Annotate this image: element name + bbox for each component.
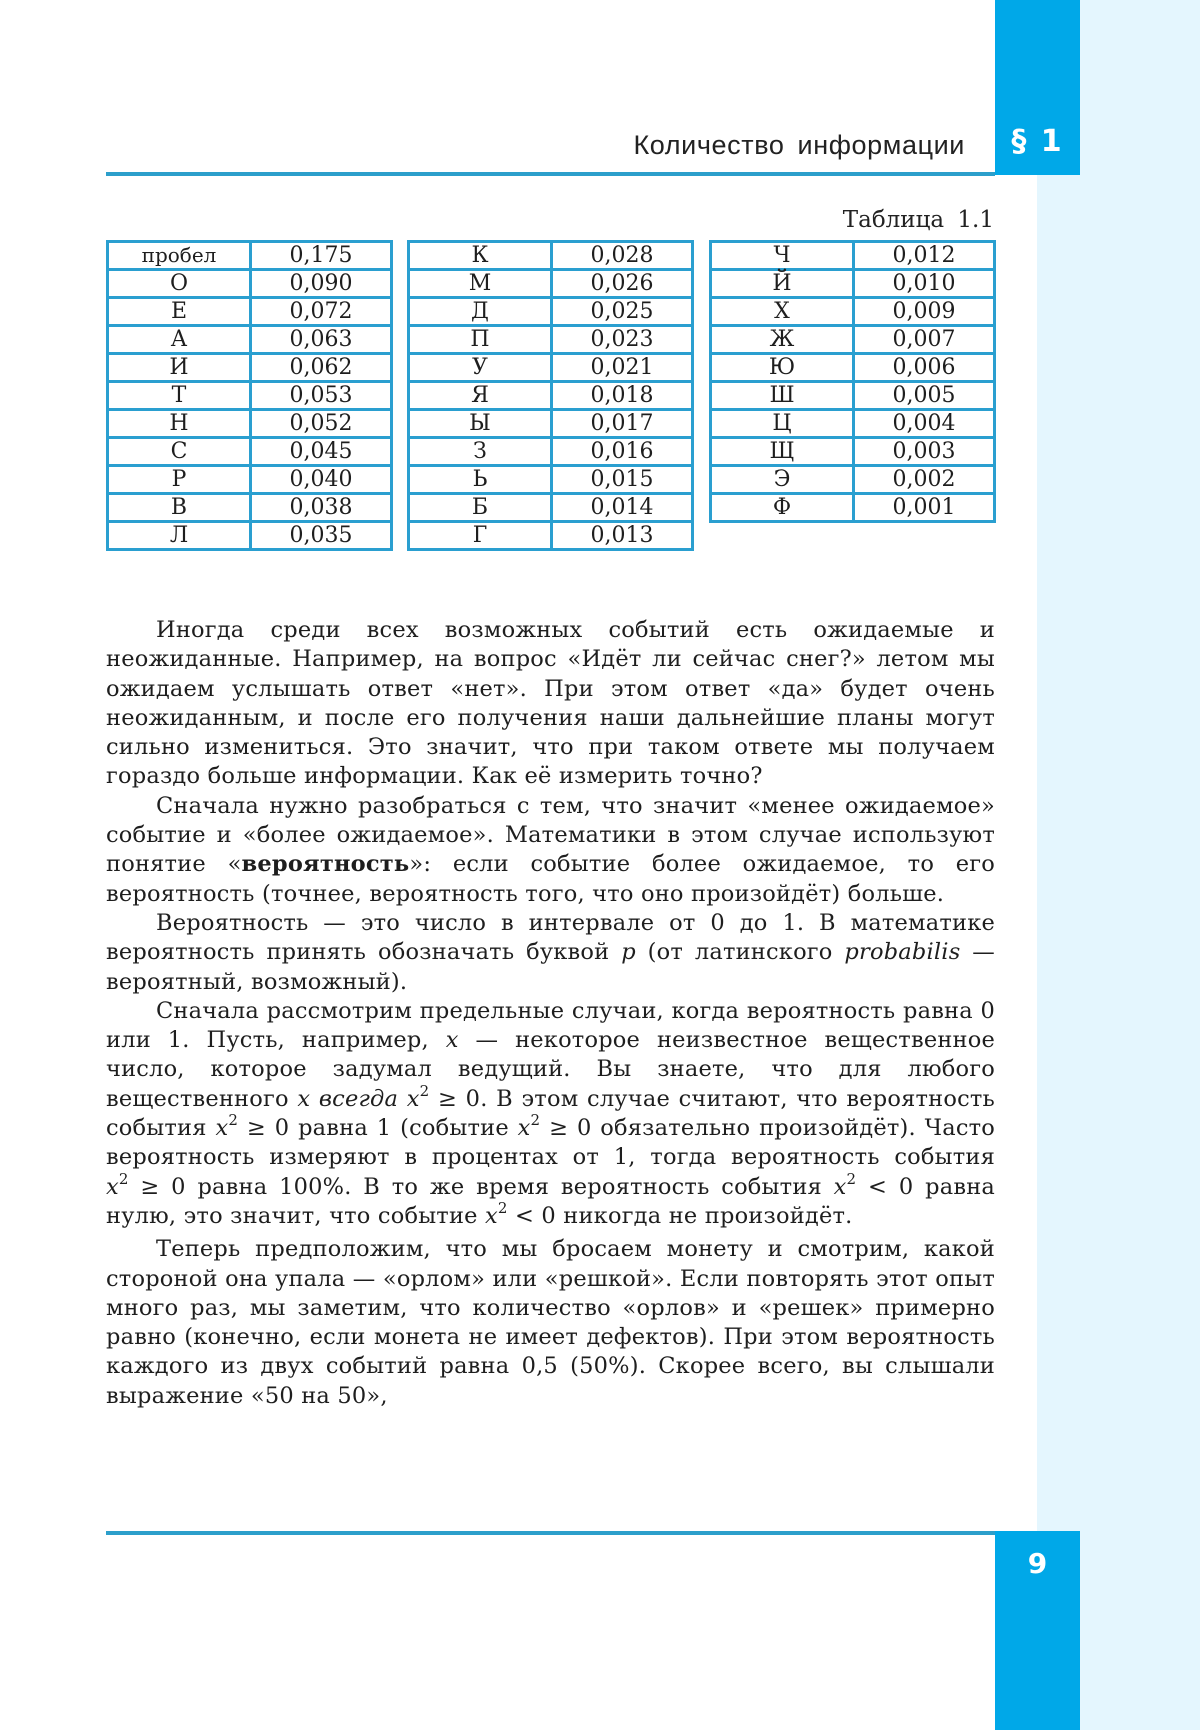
body-text [106,616,995,1411]
letter-cell: Ч [711,242,854,270]
letter-cell: Т [108,382,251,410]
letter-cell: А [108,326,251,354]
text-span: никогда не произойдёт. [555,1202,853,1229]
letter-cell: Г [409,522,552,550]
letter-cell: Э [711,466,854,494]
table-row [409,326,693,354]
math-x2-ge-0: $x^2 \ge 0$ [215,1111,290,1142]
math-x2-ge-0: $x^2 \ge 0$ [406,1081,481,1112]
math-x2-ge-0: $x^2 \ge 0$ [517,1111,592,1142]
frequency-cell: 0,014 [552,494,693,522]
letter-cell: И [108,354,251,382]
table-body [711,242,995,522]
frequency-cell: 0,015 [552,466,693,494]
table-row [711,298,995,326]
term-probability: вероятность [241,851,410,878]
frequency-cell: 0,028 [552,242,693,270]
letter-cell: Й [711,270,854,298]
frequency-cell: 0,009 [854,298,995,326]
text-span: — вероятный, возможный). [106,939,995,995]
paragraph-3 [106,909,995,997]
letter-cell: М [409,270,552,298]
frequency-cell: 0,038 [251,494,392,522]
frequency-cell: 0,062 [251,354,392,382]
table-row [409,354,693,382]
paragraph-5: Теперь предположим, что мы бросаем монету и смотрим, какой стороной она упала — «орлом» или «решкой». Если повторять этот опыт много раз, мы заметим, что количество «орлов» и «решек» примерно равно (конечно, если монета не имеет дефектов). При этом вероятность каждого из двух событий равна 0,5 (50%). Скорее всего, вы слышали выражение «50 на 50», [106,1236,995,1409]
frequency-cell: 0,003 [854,438,995,466]
table-row [711,354,995,382]
letter-cell: Д [409,298,552,326]
letter-cell: Ы [409,410,552,438]
table-row [108,494,392,522]
footer-rule [106,1531,995,1535]
page-number-tab [995,1531,1080,1730]
frequency-cell: 0,072 [251,298,392,326]
frequency-cell: 0,063 [251,326,392,354]
table-caption: Таблица 1.1 [842,207,994,233]
frequency-cell: 0,021 [552,354,693,382]
table-row [108,298,392,326]
text-span: Сначала нужно разобраться с тем, что значит «менее ожидаемое» событие и «более ожидаемое». Математики в этом случае используют понятие « [106,792,995,878]
latin-word: probabilis [844,939,961,966]
frequency-cell: 0,175 [251,242,392,270]
table-row [711,494,995,522]
table-row [108,466,392,494]
frequency-cell: 0,026 [552,270,693,298]
letter-cell: пробел [108,242,251,270]
frequency-cell: 0,035 [251,522,392,550]
table-row [711,466,995,494]
letter-cell: К [409,242,552,270]
letter-cell: П [409,326,552,354]
letter-cell: Х [711,298,854,326]
frequency-cell: 0,004 [854,410,995,438]
table-row [108,242,392,270]
table-row [108,410,392,438]
table-row [711,242,995,270]
letter-cell: Б [409,494,552,522]
letter-cell: Р [108,466,251,494]
math-x2-ge-0: $x^2 \ge 0$ [106,1169,186,1200]
frequency-cell: 0,010 [854,270,995,298]
letter-cell: В [108,494,251,522]
section-label: § 1 [1011,124,1064,159]
table-row [711,326,995,354]
text-span: »: если событие более ожидаемое, то его вероятность (точнее, вероятность того, что оно произойдёт) больше. [106,851,995,907]
text-span: . В этом случае считают, что вероятность события [106,1085,996,1142]
table-row [409,298,693,326]
variable-x: x [445,1027,459,1054]
frequency-cell: 0,013 [552,522,693,550]
frequency-cell: 0,053 [251,382,392,410]
table-row [409,438,693,466]
text-span: Сначала рассмотрим предельные случаи, когда вероятность равна 0 или 1. Пусть, например, [106,997,995,1054]
running-header-title: Количество информации [633,130,965,160]
table-row [409,410,693,438]
table-row [108,326,392,354]
table-body [409,242,693,550]
text-span: — некоторое неизвестное вещественное число, которое задумал ведущий. Вы знаете, что для любого вещественного [106,1027,995,1112]
table-row [108,270,392,298]
text-span: равна 100%. В то же время вероятность события [185,1173,834,1200]
frequency-cell: 0,006 [854,354,995,382]
frequency-cell: 0,005 [854,382,995,410]
frequency-cell: 0,016 [552,438,693,466]
italic-phrase: x всегда [297,1085,399,1112]
variable-p: p [621,939,636,966]
text-span: равна нулю, это значит, что событие [106,1173,995,1229]
paragraph-4 [106,997,995,1231]
table-row [711,410,995,438]
frequency-cell: 0,012 [854,242,995,270]
frequency-cell: 0,018 [552,382,693,410]
letter-cell: Н [108,410,251,438]
table-row [409,270,693,298]
table-row [711,270,995,298]
letter-cell: Л [108,522,251,550]
frequency-cell: 0,002 [854,466,995,494]
table-row [108,354,392,382]
letter-cell: З [409,438,552,466]
side-margin-panel [1037,0,1200,1730]
letter-cell: У [409,354,552,382]
table-row [711,382,995,410]
frequency-cell: 0,090 [251,270,392,298]
table-row [108,438,392,466]
text-span: (от латинского [635,939,845,966]
table-row [108,382,392,410]
table-row [409,242,693,270]
letter-cell: Е [108,298,251,326]
frequency-cell: 0,023 [552,326,693,354]
header-rule [106,172,995,176]
math-x2-lt-0: $x^2 < 0$ [833,1169,914,1200]
frequency-cell: 0,007 [854,326,995,354]
paragraph-2 [106,792,995,909]
table-row [711,438,995,466]
letter-cell: Ф [711,494,854,522]
letter-cell: Я [409,382,552,410]
math-x2-lt-0: $x^2 < 0$ [485,1198,556,1229]
frequency-cell: 0,017 [552,410,693,438]
frequency-cell: 0,045 [251,438,392,466]
frequency-cell: 0,040 [251,466,392,494]
frequency-cell: 0,001 [854,494,995,522]
frequency-table-1 [106,240,393,551]
frequency-cell: 0,025 [552,298,693,326]
letter-cell: Щ [711,438,854,466]
frequency-cell: 0,052 [251,410,392,438]
letter-cell: Ц [711,410,854,438]
table-row [409,382,693,410]
text-span: равна 1 (событие [289,1115,518,1142]
letter-cell: Ь [409,466,552,494]
frequency-table-3 [709,240,996,523]
page-number: 9 [1027,1547,1048,1580]
letter-cell: Ю [711,354,854,382]
table-row [409,466,693,494]
frequency-table-2 [407,240,694,551]
table-row [409,522,693,550]
letter-cell: С [108,438,251,466]
letter-cell: О [108,270,251,298]
text-span: Вероятность — это число в интервале от 0 до 1. В математике вероятность принять обозначать буквой [106,909,995,966]
text-span: обязательно произойдёт). Часто вероятность измеряют в процентах от 1, тогда вероятность события [106,1115,996,1171]
table-body [108,242,392,550]
table-row [108,522,392,550]
letter-cell: Ш [711,382,854,410]
letter-cell: Ж [711,326,854,354]
section-tab [995,0,1080,175]
paragraph-1: Иногда среди всех возможных событий есть ожидаемые и неожиданные. Например, на вопрос «Идёт ли сейчас снег?» летом мы ожидаем услышать ответ «нет». При этом ответ «да» будет очень неожиданным, и после его получения наши дальнейшие планы могут сильно измениться. Это значит, что при таком ответе мы получаем гораздо больше информации. Как её измерить точно? [106,617,995,790]
table-row [409,494,693,522]
